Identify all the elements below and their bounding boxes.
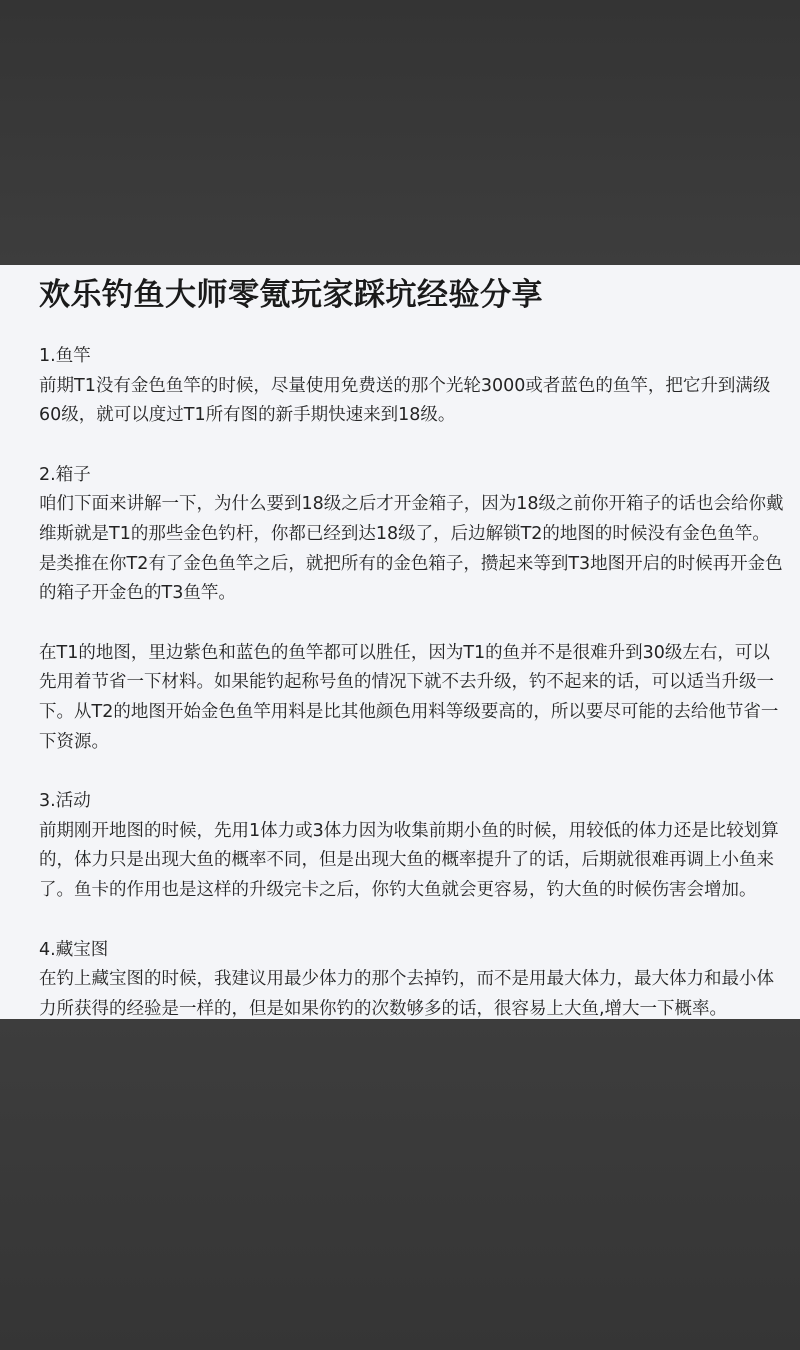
section-body: 咱们下面来讲解一下，为什么要到18级之后才开金箱子，因为18级之前你开箱子的话也会给你戴维斯就是T1的那些金色钓杆，你都已经到达18级了，后边解锁T2的地图的时候没有金色鱼竿。是类推在你T2有了金色鱼竿之后，就把所有的金色箱子，攒起来等到T3地图开启的时候再开金色的箱子开金色的T3鱼竿。 — [39, 494, 784, 604]
article-card — [0, 265, 800, 1019]
section-body: 在T1的地图，里边紫色和蓝色的鱼竿都可以胜任，因为T1的鱼并不是很难升到30级左右，可以先用着节省一下材料。如果能钓起称号鱼的情况下就不去升级，钓不起来的话，可以适当升级一下。从T2的地图开始金色鱼竿用料是比其他颜色用料等级要高的，所以要尽可能的去给他节省一下资源。 — [39, 642, 779, 752]
section-treasure-map — [39, 936, 784, 1020]
section-body: 前期T1没有金色鱼竿的时候，尽量使用免费送的那个光轮3000或者蓝色的鱼竿，把它升到满级60级，就可以度过T1所有图的新手期快速来到18级。 — [39, 375, 771, 426]
article-title: 欢乐钓鱼大师零氪玩家踩坑经验分享 — [39, 277, 543, 313]
bottom-dark-band — [0, 1019, 800, 1350]
section-fishing-rod — [39, 342, 784, 431]
section-body: 在钓上藏宝图的时候，我建议用最少体力的那个去掉钓，而不是用最大体力，最大体力和最小体力所获得的经验是一样的，但是如果你钓的次数够多的话，很容易上大鱼,增大一下概率。 — [39, 969, 774, 1019]
section-heading: 1.鱼竿 — [39, 346, 91, 366]
top-dark-band — [0, 0, 800, 265]
section-events — [39, 787, 784, 905]
section-heading: 2.箱子 — [39, 464, 91, 485]
section-body: 前期刚开地图的时候，先用1体力或3体力因为收集前期小鱼的时候，用较低的体力还是比较划算的，体力只是出现大鱼的概率不同，但是出现大鱼的概率提升了的话，后期就很难再调上小鱼来了。鱼卡的作用也是这样的升级完卡之后，你钓大鱼就会更容易，钓大鱼的时候伤害会增加。 — [39, 820, 779, 900]
section-t1-map — [39, 639, 784, 757]
section-boxes — [39, 461, 784, 609]
section-heading: 4.藏宝图 — [39, 939, 109, 960]
section-heading: 3.活动 — [39, 791, 91, 812]
